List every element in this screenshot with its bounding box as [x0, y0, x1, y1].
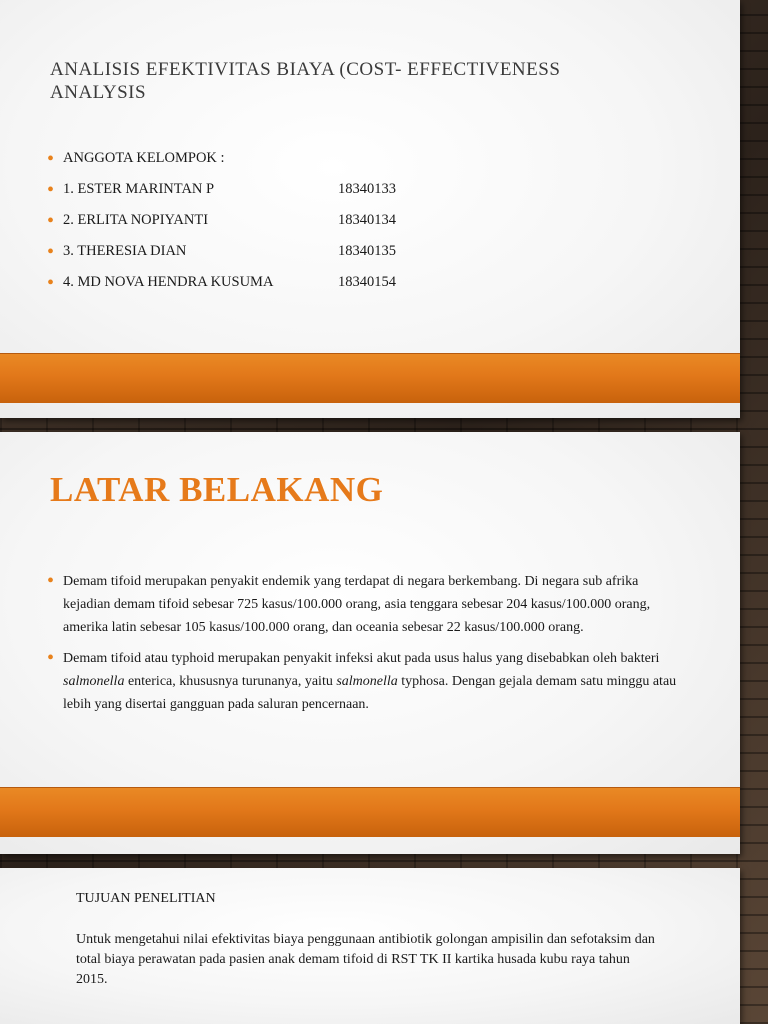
- member-nim: 18340134: [338, 212, 396, 228]
- paragraph-2-part-a: Demam tifoid atau typhoid merupakan penyakit infeksi akut pada usus halus yang disebabkan oleh bakteri: [63, 651, 660, 666]
- slide-3-text: Untuk mengetahui nilai efektivitas biaya penggunaan antibiotik golongan ampisilin dan sefotaksim dan total biaya perawatan pada pasien anak demam tifoid di RST TK II kartika husada kubu raya tahun 2015.: [76, 932, 655, 987]
- bullet-icon: •: [47, 272, 55, 294]
- list-item: [47, 149, 647, 180]
- bullet-icon: •: [47, 148, 55, 170]
- paragraph-2-part-b: enterica, khususnya turunanya, yaitu: [124, 674, 337, 689]
- paragraph-1: Demam tifoid merupakan penyakit endemik yang terdapat di negara berkembang. Di negara sub afrika kejadian demam tifoid sebesar 725 kasus/100.000 orang, asia tenggara sebesar 204 kasus/100.000 orang, amerika latin sebesar 105 kasus/100.000 orang, dan oceania sebesar 22 kasus/100.000 orang.: [63, 574, 651, 635]
- list-item: [47, 211, 647, 242]
- slide-1-title-line-1: ANALISIS EFEKTIVITAS BIAYA (COST- EFFECTIVENESS: [50, 59, 561, 80]
- member-label: ANGGOTA KELOMPOK :: [63, 150, 225, 166]
- bullet-icon: •: [47, 210, 55, 232]
- list-item: [47, 570, 687, 639]
- slide-1-title-line-2: ANALYSIS: [50, 82, 147, 103]
- slide-2: [0, 432, 740, 854]
- paragraph-2-part-c: typhosa. Dengan gejala demam satu minggu atau lebih yang disertai gangguan pada saluran pencernaan.: [63, 674, 677, 712]
- member-label: 1. ESTER MARINTAN P: [63, 181, 215, 197]
- slide-3: [0, 868, 740, 1024]
- list-item: [47, 273, 647, 304]
- member-nim: 18340154: [338, 274, 396, 290]
- member-nim: 18340135: [338, 243, 396, 259]
- slide-1: [0, 0, 740, 418]
- paragraph-2-italic-1: salmonella: [63, 674, 125, 689]
- paragraph-2-italic-2: salmonella: [336, 674, 398, 689]
- list-item: [47, 180, 647, 211]
- slide-3-heading: TUJUAN PENELITIAN: [76, 891, 216, 906]
- bullet-icon: •: [47, 241, 55, 263]
- slide-1-title: [50, 58, 690, 104]
- bullet-icon: •: [47, 179, 55, 201]
- slide-2-title: LATAR BELAKANG: [50, 470, 384, 509]
- bullet-icon: •: [47, 570, 55, 592]
- member-list: [47, 149, 647, 304]
- member-nim: 18340133: [338, 181, 396, 197]
- orange-accent-bar: [0, 787, 740, 837]
- bullet-icon: •: [47, 647, 55, 669]
- list-item: [47, 647, 687, 716]
- member-label: 3. THERESIA DIAN: [63, 243, 187, 259]
- orange-accent-bar: [0, 353, 740, 403]
- background-list: [47, 570, 687, 724]
- member-label: 4. MD NOVA HENDRA KUSUMA: [63, 274, 274, 290]
- list-item: [47, 242, 647, 273]
- member-label: 2. ERLITA NOPIYANTI: [63, 212, 209, 228]
- paragraph-2: [63, 651, 676, 712]
